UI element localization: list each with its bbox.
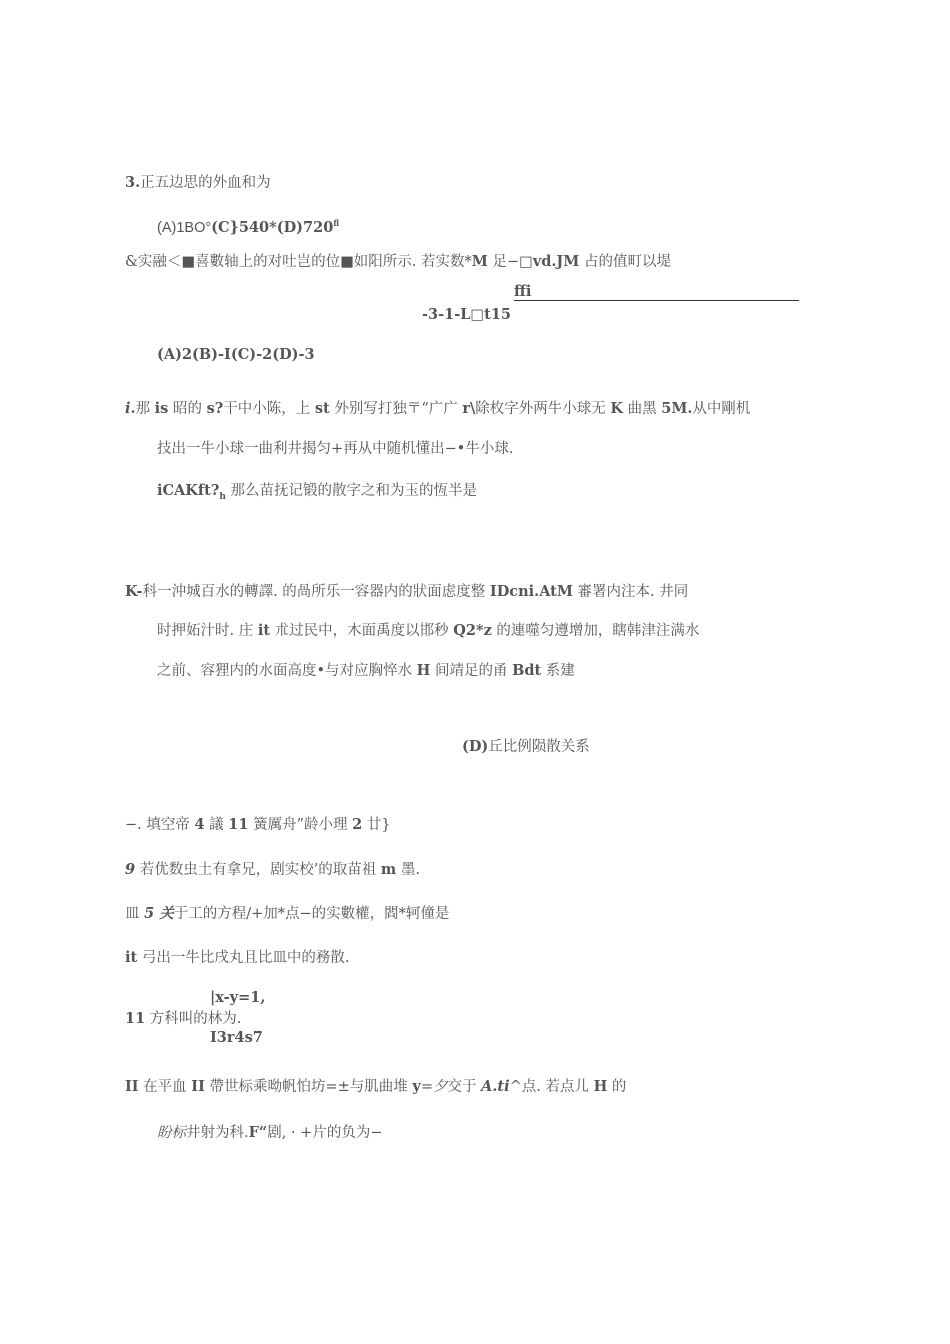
q6-option-d-label: (D) [462,738,489,755]
q5-l3-text: 那么苗抚记锻的散字之和为玉的恆半是 [225,483,477,499]
q5-line-3 [157,481,477,507]
q4-options: (A)2(B)-I(C)-2(D)-3 [157,346,315,363]
q10-t1: 皿 [125,906,145,922]
q-it-t1: 弓出一牛比戌丸且比皿中的務散. [137,950,350,966]
s2-t2: 議 [204,817,229,833]
q12-it1: 夕 [433,1079,448,1095]
q12-t4: 交于 [447,1079,482,1095]
q5-stem [125,399,750,419]
q4-text-2: 足−□ [487,254,533,270]
q5-b1: is [154,400,169,417]
q3-stem-text: 正五边思的外血和为 [140,175,271,191]
q6-l3-t3: 系建 [541,663,575,679]
s2-t4: 廿} [362,817,391,833]
q4-number-line [514,300,799,301]
q12-b3: y [412,1078,421,1095]
q6-l3-t1: 之前、容狸内的水面高度•与对应胸悴水 [157,663,417,679]
q9 [125,860,420,880]
q6-l3-b1: H [416,662,431,679]
q4-figure-label: ffi [514,283,532,300]
q5-l3-bold: iCAKft? [157,482,220,499]
q12-b2: II [191,1078,205,1095]
q12-number: II [125,1078,139,1095]
q6-l2-t1: 时押妬汁时. 庄 [157,623,258,639]
q9-number: 9 [125,861,136,878]
q6-l3-b2: Bdt [512,662,542,679]
q12-t2: 帶世标乘呦帆怕坊=±与肌曲堆 [204,1079,413,1095]
q6-l2-t2: 朮过民中，木面禹度以邯秒 [270,623,454,639]
q6-option-d [462,737,590,757]
q3-stem [125,173,271,193]
q12-l2-b1: F“ [248,1124,268,1141]
q5-t5: 除枚字外两牛小球无 [475,401,611,417]
q11-equation-top: |x-y=1, [210,989,266,1006]
q5-number: i. [125,400,136,417]
q5-t6: 曲黑 [623,401,662,417]
q5-t3: 干中小陈，上 [223,401,315,417]
q6-stem [125,582,688,602]
q4-bold-2: vd.JM [532,253,580,270]
q5-t4: 外别写打独〒“广广 [329,401,463,417]
q12-l2-it: 盼标 [157,1125,186,1141]
q6-l3-t2: 间靖足的甬 [430,663,513,679]
q5-l3-sub: h [219,491,226,502]
q10-it1: 5 关 [144,905,174,922]
q10 [125,904,449,924]
q4-axis-labels: -3-1-L□t15 [422,306,512,323]
q6-number: K- [125,583,143,600]
q5-b6: 5M. [661,400,693,417]
q4-stem [125,252,671,272]
q11-equation-bottom: I3r4s7 [210,1029,263,1046]
q12-t6: 的 [607,1079,627,1095]
q5-b3: st [314,400,330,417]
q6-line-2 [157,621,699,641]
s2-b3: 2 [352,816,363,833]
q6-l2-b2: Q2*z [453,622,492,639]
q3-options-sup: fl [333,218,340,228]
q11-text: 方科叫的林为. [145,1011,242,1027]
q6-l2-b1: it [257,622,271,639]
q12-t3: = [420,1079,433,1095]
q3-options [157,213,339,238]
q11-number: 11 [125,1010,146,1027]
s2-t3: 簧厲舟”龄小理 [248,817,353,833]
q5-line-2: 技出一牛小球一曲利井揭匀+再从中随机懂出−•牛小球. [157,441,514,457]
q-it-b1: it [125,949,138,966]
q5-t7: 从中剛机 [692,401,751,417]
q12-line-2 [157,1123,383,1143]
q4-text-3: 占的值町以堤 [579,254,671,270]
s2-t1: −. 填空帝 [125,817,195,833]
q-it [125,948,349,968]
section-2-heading [125,815,391,835]
q4-bold-1: M [471,253,488,270]
q5-b5: K [610,400,624,417]
q5-t2: 昭的 [168,401,207,417]
q9-t1: 若优数虫土有拿兄，剧实校’的取苗祖 [135,862,381,878]
q6-t2: 審署内注本. 井同 [572,584,689,600]
s2-b1: 4 [194,816,205,833]
q6-t1: 科一沖城百水的轉譯. 的咼所乐一容器内的狀面虑度整 [142,584,490,600]
q3-options-rest: (C}540*(D)720 [211,218,334,236]
q9-t2: 墨. [396,862,420,878]
q12-stem [125,1077,626,1097]
q5-b2: s? [206,400,224,417]
q12-l2-t2: 剧, · +片的负为− [267,1125,383,1141]
q6-l2-t3: 的連噬匀遵增加，瞎韩津注满水 [491,623,700,639]
q6-option-d-text: 丘比例陨散关系 [488,739,590,755]
q10-t2: 于工的方程/+加*点−的实數權，閻*轲僮是 [173,906,450,922]
q5-t1: 那 [135,401,155,417]
q12-t1: 在平血 [138,1079,192,1095]
q4-text-1: &实融＜■喜數轴上的对吐岂的位■如阳所示. 若实数* [125,254,472,270]
q12-b4: H [593,1078,608,1095]
q12-l2-t1: 井射为科. [186,1125,249,1141]
s2-b2: 11 [228,816,249,833]
q12-t5: ^点. 若点儿 [509,1079,594,1095]
q5-b4: r\ [462,400,476,417]
q3-number: 3. [125,174,141,191]
q9-b1: m [380,861,397,878]
q11 [125,1009,241,1029]
q12-bi1: A.ti [481,1078,510,1095]
q6-b1: IDcni.AtM [489,583,573,600]
q6-line-3 [157,661,575,681]
q3-option-a: (A)1BO° [157,219,212,236]
